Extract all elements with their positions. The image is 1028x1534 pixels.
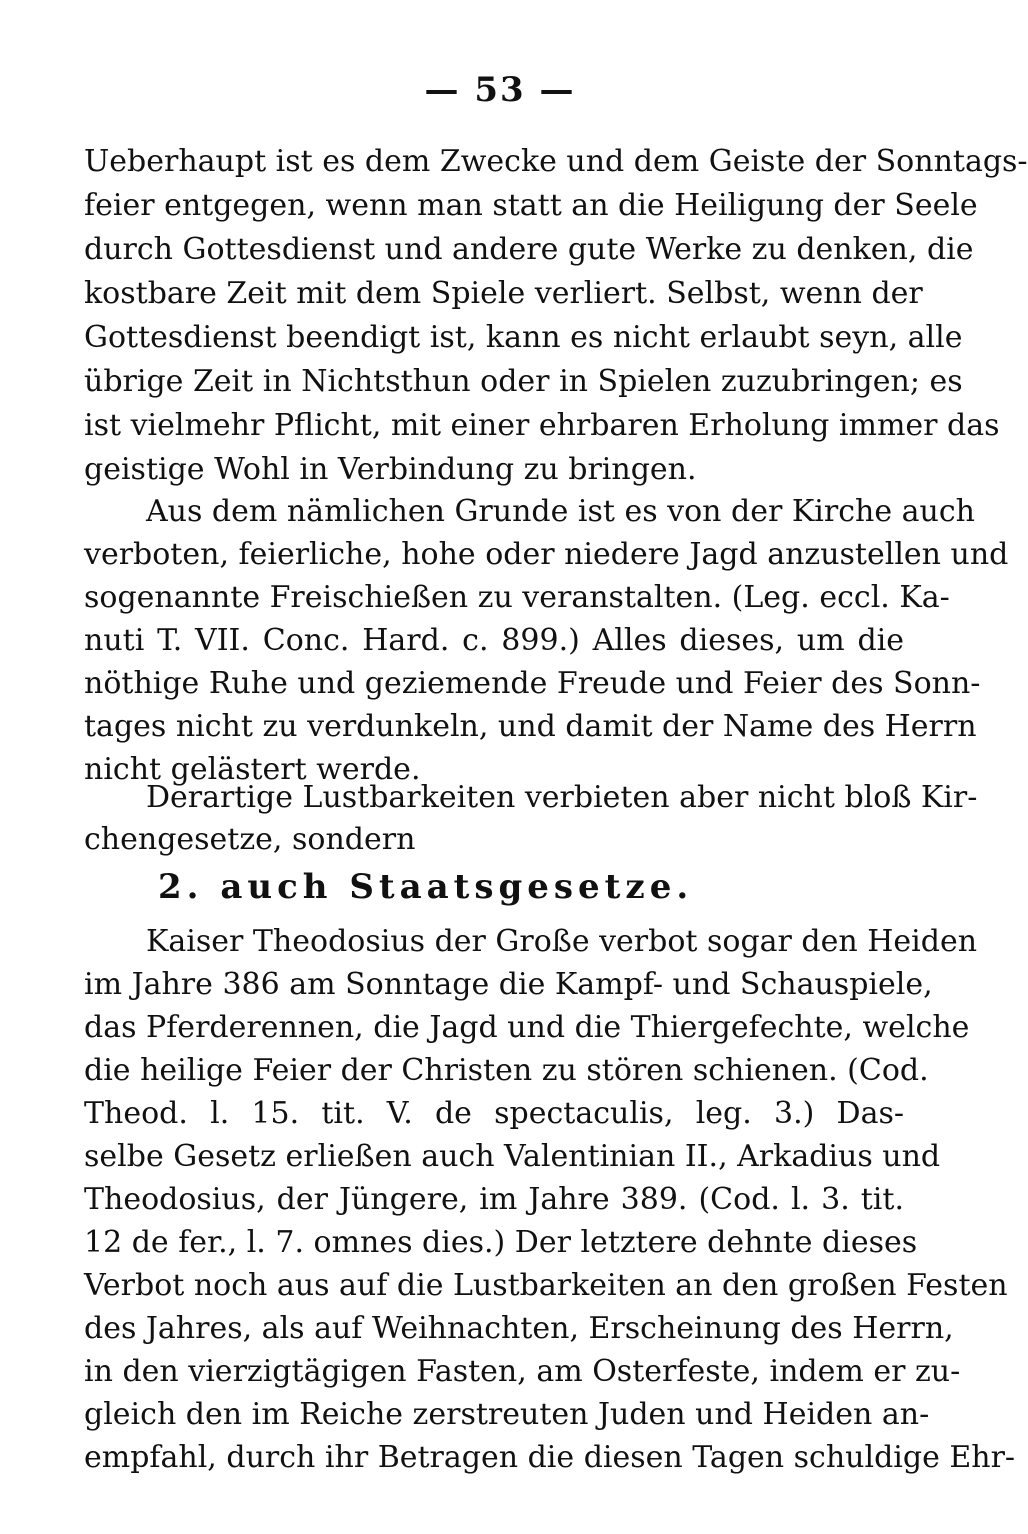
text-line: durch Gottesdienst und andere gute Werke zu denken, die xyxy=(84,232,974,267)
section-heading: 2. auch Staatsgesetze. xyxy=(158,867,694,907)
text-line: im Jahre 386 am Sonntage die Kampf- und Schauspiele, xyxy=(84,967,933,1002)
text-line: Aus dem nämlichen Grunde ist es von der Kirche auch xyxy=(146,494,975,529)
text-line: gleich den im Reiche zerstreuten Juden und Heiden an- xyxy=(84,1397,930,1432)
text-line: chengesetze, sondern xyxy=(84,822,416,857)
text-line: kostbare Zeit mit dem Spiele verliert. Selbst, wenn der xyxy=(84,276,923,311)
text-line: sogenannte Freischießen zu veranstalten. (Leg. eccl. Ka- xyxy=(84,580,950,615)
text-line: Theodosius, der Jüngere, im Jahre 389. (Cod. l. 3. tit. xyxy=(84,1182,904,1217)
text-line: nuti T. VII. Conc. Hard. c. 899.) Alles dieses, um die xyxy=(84,623,904,658)
page-number: — 53 — xyxy=(424,70,576,110)
text-line: Gottesdienst beendigt ist, kann es nicht erlaubt seyn, alle xyxy=(84,320,963,355)
text-line: feier entgegen, wenn man statt an die Heiligung der Seele xyxy=(84,188,978,223)
text-line: ist vielmehr Pflicht, mit einer ehrbaren Erholung immer das xyxy=(84,408,1000,443)
text-line: das Pferderennen, die Jagd und die Thiergefechte, welche xyxy=(84,1010,970,1045)
text-line: des Jahres, als auf Weihnachten, Erscheinung des Herrn, xyxy=(84,1311,954,1346)
text-line: Kaiser Theodosius der Große verbot sogar den Heiden xyxy=(146,924,978,959)
text-line: die heilige Feier der Christen zu stören schienen. (Cod. xyxy=(84,1053,929,1088)
text-line: empfahl, durch ihr Betragen die diesen Tagen schuldige Ehr- xyxy=(84,1440,1016,1475)
text-line: Derartige Lustbarkeiten verbieten aber nicht bloß Kir- xyxy=(146,780,978,815)
text-line: nöthige Ruhe und geziemende Freude und Feier des Sonn- xyxy=(84,666,981,701)
text-line: Ueberhaupt ist es dem Zwecke und dem Geiste der Sonntags- xyxy=(84,144,1028,179)
text-line: geistige Wohl in Verbindung zu bringen. xyxy=(84,452,697,487)
text-line: in den vierzigtägigen Fasten, am Osterfeste, indem er zu- xyxy=(84,1354,961,1389)
text-line: Theod. l. 15. tit. V. de spectaculis, leg. 3.) Das- xyxy=(84,1096,904,1131)
text-line: übrige Zeit in Nichtsthun oder in Spielen zuzubringen; es xyxy=(84,364,963,399)
text-line: Verbot noch aus auf die Lustbarkeiten an den großen Festen xyxy=(84,1268,1008,1303)
text-line: selbe Gesetz erließen auch Valentinian II., Arkadius und xyxy=(84,1139,941,1174)
text-line: nicht gelästert werde. xyxy=(84,752,421,787)
text-line: tages nicht zu verdunkeln, und damit der Name des Herrn xyxy=(84,709,977,744)
text-line: 12 de fer., l. 7. omnes dies.) Der letztere dehnte dieses xyxy=(84,1225,918,1260)
text-line: verboten, feierliche, hohe oder niedere Jagd anzustellen und xyxy=(84,537,1009,572)
